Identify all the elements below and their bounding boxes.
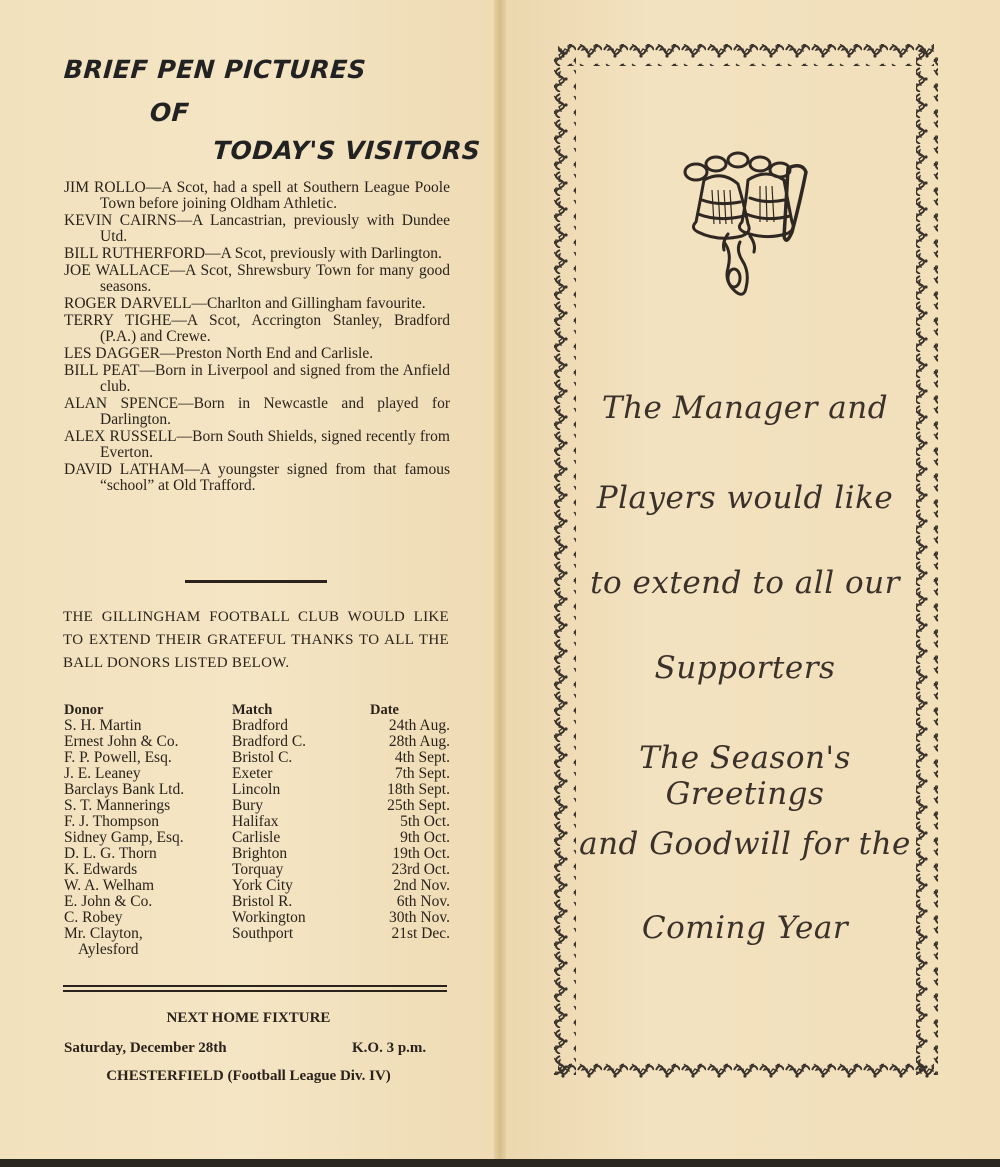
donor-cell-continuation: Aylesford: [78, 941, 139, 958]
match-cell: Bristol R.: [232, 893, 293, 910]
match-cell: Carlisle: [232, 829, 281, 846]
table-row: [64, 846, 450, 862]
table-row: [64, 814, 450, 830]
table-row: [64, 830, 450, 846]
date-cell: 9th Oct.: [400, 829, 450, 846]
date-cell: 5th Oct.: [400, 813, 450, 830]
date-cell: 28th Aug.: [388, 733, 450, 750]
next-fixture-kickoff: K.O. 3 p.m.: [352, 1040, 427, 1056]
match-cell: Halifax: [232, 813, 279, 830]
bio-item: BILL RUTHERFORD—A Scot, previously with Darlington.: [64, 245, 442, 262]
greeting-line: Coming Year: [641, 910, 849, 946]
donor-cell: C. Robey: [64, 909, 123, 926]
greeting-line: The Season's Greetings: [639, 740, 851, 812]
bio-item: KEVIN CAIRNS—A Lancastrian, previously with Dundee Utd.: [64, 212, 450, 245]
match-cell: Lincoln: [232, 781, 281, 798]
donor-cell: J. E. Leaney: [64, 765, 141, 782]
match-cell: Torquay: [232, 861, 284, 878]
next-fixture-date: Saturday, December 28th: [64, 1040, 227, 1056]
table-row: [64, 798, 450, 814]
match-cell: Bristol C.: [232, 749, 293, 766]
header-donor: Donor: [64, 702, 104, 718]
bio-item: DAVID LATHAM—A youngster signed from that famous “school” at Old Trafford.: [64, 461, 450, 494]
table-row: [64, 718, 450, 734]
match-cell: Brighton: [232, 845, 288, 862]
match-cell: Exeter: [232, 765, 273, 782]
bells-icon: [668, 150, 818, 305]
match-cell: Workington: [232, 909, 306, 926]
bio-item: TERRY TIGHE—A Scot, Accrington Stanley, Bradford (P.A.) and Crewe.: [64, 312, 450, 345]
next-fixture-opponent: CHESTERFIELD (Football League Div. IV): [106, 1068, 391, 1084]
date-cell: 30th Nov.: [389, 909, 450, 926]
table-row: [64, 878, 450, 894]
date-cell: 24th Aug.: [388, 717, 450, 734]
greeting-line: Supporters: [654, 650, 836, 686]
donor-table-header: [64, 702, 450, 718]
bio-item: ROGER DARVELL—Charlton and Gillingham favourite.: [64, 295, 426, 312]
donor-table: [64, 702, 450, 958]
donor-cell: Barclays Bank Ltd.: [64, 781, 185, 798]
bio-item: JOE WALLACE—A Scot, Shrewsbury Town for many good seasons.: [64, 262, 450, 295]
greeting-line: The Manager and: [601, 390, 889, 426]
date-cell: 19th Oct.: [392, 845, 450, 862]
left-page: [0, 0, 497, 1167]
date-cell: 2nd Nov.: [393, 877, 450, 894]
donor-cell: F. J. Thompson: [64, 813, 159, 830]
donor-cell: S. T. Mannerings: [64, 797, 171, 814]
heading-line-1: BRIEF PEN PICTURES: [62, 55, 368, 84]
next-fixture-title: NEXT HOME FIXTURE: [166, 1010, 331, 1026]
donor-cell: Mr. Clayton,: [64, 925, 143, 942]
date-cell: 23rd Oct.: [391, 861, 450, 878]
donor-cell: K. Edwards: [64, 861, 138, 878]
donor-cell: Sidney Gamp, Esq.: [64, 829, 184, 846]
date-cell: 21st Dec.: [391, 925, 450, 942]
table-row: [64, 766, 450, 782]
date-cell: 18th Sept.: [387, 781, 450, 798]
header-date: Date: [370, 702, 399, 718]
thanks-notice: THE GILLINGHAM FOOTBALL CLUB WOULD LIKE TO EXTEND THEIR GRATEFUL THANKS TO ALL THE BALL DONORS LISTED BELOW.: [63, 609, 449, 671]
bio-item: ALEX RUSSELL—Born South Shields, signed recently from Everton.: [64, 428, 450, 461]
donor-cell: W. A. Welham: [64, 877, 155, 894]
table-row: [64, 910, 450, 926]
date-cell: 25th Sept.: [387, 797, 450, 814]
greeting-line: and Goodwill for the: [579, 826, 911, 862]
table-row: [64, 750, 450, 766]
page-fold: [494, 0, 506, 1167]
heading-line-3: TODAY'S VISITORS: [211, 136, 482, 165]
match-cell: Southport: [232, 925, 294, 942]
table-row: [64, 926, 450, 942]
date-cell: 6th Nov.: [396, 893, 450, 910]
match-cell: Bradford C.: [232, 733, 307, 750]
divider-rule: [185, 580, 327, 583]
header-match: Match: [232, 702, 273, 718]
table-row: [64, 734, 450, 750]
greeting-line: to extend to all our: [590, 565, 900, 601]
bio-item: LES DAGGER—Preston North End and Carlisle.: [64, 345, 374, 362]
bio-item: BILL PEAT—Born in Liverpool and signed from the Anfield club.: [64, 362, 450, 395]
match-cell: Bradford: [232, 717, 288, 734]
table-row: [64, 782, 450, 798]
donor-cell: Ernest John & Co.: [64, 733, 179, 750]
player-bios: [64, 180, 450, 495]
donor-cell: F. P. Powell, Esq.: [64, 749, 172, 766]
donor-cell: S. H. Martin: [64, 717, 142, 734]
bio-item: JIM ROLLO—A Scot, had a spell at Southern League Poole Town before joining Oldham Athletic.: [64, 179, 450, 212]
greeting-line: Players would like: [596, 480, 894, 516]
date-cell: 4th Sept.: [394, 749, 450, 766]
table-row: [64, 942, 450, 958]
table-row: [64, 894, 450, 910]
match-cell: Bury: [232, 797, 263, 814]
donor-cell: E. John & Co.: [64, 893, 153, 910]
date-cell: 7th Sept.: [394, 765, 450, 782]
bio-item: ALAN SPENCE—Born in Newcastle and played for Darlington.: [64, 395, 450, 428]
match-cell: York City: [232, 877, 293, 894]
table-row: [64, 862, 450, 878]
donor-cell: D. L. G. Thorn: [64, 845, 157, 862]
heading-line-2: OF: [148, 98, 191, 127]
double-rule: [63, 985, 447, 992]
page-bottom-edge: [0, 1159, 1000, 1167]
